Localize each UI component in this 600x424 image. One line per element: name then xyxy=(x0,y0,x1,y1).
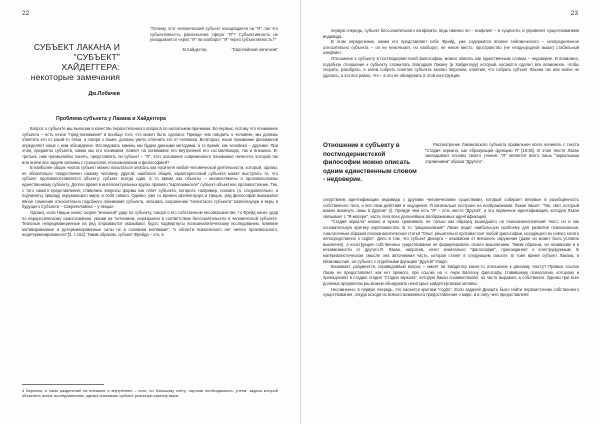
paragraph: Однако, если Ницше нанес скорее "внешний" удар по субъекту, говоря о его собственном несовершенстве, то Фрейд нанес удар по нарциссическому самосознанию, указав на толчением, неразрывно в соответствии бессознательного в человеческой субъекте. Тезисные непреднамеренные на ряд открываются оказывают, будто подвергнуты психоаналитическому исследованию, влияние мотивированные и детерминированные силы не в сознании мотивами", "к области психического нет ничего произвольного, недетерминированного"[3, с.152]. Таким образом, субъект Фрейда – это, в xyxy=(22,209,278,238)
paragraph: "Стадия зеркала" можно и нужно сравнивать не только как образец вышедшего на психоаналитический текст, но и как основательную критику картезианства. В то "рационализме" Лакан видит наибольшую проблему для развития психоанализа. Аналогичным образом психоаналитическая статья "Опыт, решительно противостоит любой философии, исходящего из нового когито непосредственно к cogito". Дело в том, что субъект Декарта – независим от внешнего окружения (даже он может быть условно выключен), а конструкция собственных существование не формулировать своего мышлением. Таким образом, он независим и в независимости от другого.Я. Лакан, напротив, хочет изначально "философия", присоединяет к конструируемым. В материалистическом смысле она автономная часть, которая станет в следующем смысле. В тоже время субъект Лакана, в Инакомыслие, он субъект, с подобными функцию "Другой" Imago. xyxy=(323,219,579,264)
text-beside-pull-quote xyxy=(425,142,579,194)
paragraph: В этом определении, каким его представляет себе Фрейд, уже содержится вполне сейсмического – неопределенное относительно субъекта – он не неисчезает, но наоборот, не некое место, пространство (не неоднородной выше) стабильный конфликт. xyxy=(323,39,579,56)
right-lower-text xyxy=(323,197,579,413)
right-page xyxy=(300,0,600,424)
paragraph: первую очередь, субъект бессознательного конфликта, ведь именно он – конфликт – в сущности, и управляет существованием индивида. xyxy=(323,28,579,39)
epigraph xyxy=(150,26,278,52)
footnote xyxy=(22,388,278,399)
page-number-left: 22 xyxy=(22,10,30,17)
paragraph: следствием идентификации индивида с другими человеческими существами, который собирает впервые в разобщённость собственного тела, и все свои действия и ощущения. Я изначально построен на воображаемом. Лакан пишет: "Так, свет, который можно выкинуть лишь в Другом" (I). Прежде чем есть "Я" – есть место "Другой", и это первичное идентификация, которую Лакан связывает с "Я-матери", часть тела всех дальнейших воображаемых идентификаций. xyxy=(323,197,579,219)
epigraph-source xyxy=(150,47,278,52)
paragraph: В наиболее общих чертах субъект можно попытаться описать как носителя любой человеческой деятельности, который, однако, не обязательно тождественен самому человеку. Другой, наиболее общий, характеристикой субъекта может выступить то, что субъект противопоставляется объекту; субъект всегда один, в то время как объекты – множественны и противоположны единственному субъекту. Долгое время в интеллектуальных кругах правило "картезианское" субъект-объектное противостояние. Так, с того самого представления, ставились вопросы формы как ответ субъекта, которого, например, познать (а, следовательно, и подчинить) природу окружающего мира, и себя самого. Однако, уже со времен Шопенгауэра и Ницше, ряд философов выказывал явное сомнение относительно подобного понимания субъекта, опасаясь сохранению "гигантского субъекта" Шопенгауэра и веры в будущего Субъекта – Сверхчеловека – у Ницше. xyxy=(22,165,278,210)
article-title-line-1: СУБЪЕКТ ЛАКАНА И xyxy=(33,42,120,52)
article-title-line-2: "СУБЪЕКТ" ХАЙДЕГГЕРА: xyxy=(61,52,120,72)
article-title-line-3: некоторые замечания xyxy=(30,72,120,82)
pull-quote: Отношение к субъекту в постмодернистской философии можно описать одним единственным словом - недоверие. xyxy=(323,142,417,184)
article-author: Дм.Лобачев xyxy=(88,91,120,97)
epigraph-source-author: М.Хайдеггер, xyxy=(182,46,208,52)
page-number-right: 23 xyxy=(570,10,578,17)
paragraph: Вопрос о субъекте мы выносим в качестве первостепенного вопроса по нескольким причинам. Во-первых, потому что понимание субъекта – есть некое "пред-понимание" и вообще того, что может быть сделано. Прежде чем говорить о человеке, мы должны отметить его от какой-то точки, а говоря о языке, должны уметь отличить его от человека. Во-вторых, наше понимание феноменов определяет наше с ним обхождение. Исследовать камень мы будем данными методами, а то время, как человека – другими. При этом, предметы субъекта, каким мы его понимаем, влияет на понимание его внутренней его составляющих, так и внешних. В-третьих, нам чрезвычайно понять, представлять ли субъект – "Я", этот основание современного понимания личности, которой так или иначе все задачи связаны с психологии, психоанализом и философией? xyxy=(22,126,278,165)
paragraph: Рассмотрение Лакановского субъекта правильнее всего начинать с текста "Стадия зеркала, как образующая функцию Я" [19:36]. В этом тексте Лакан закладывает основы своего учения. "Я" является всего лишь "зеркальным отражением" образа "Другого". xyxy=(425,142,579,164)
article-title-block xyxy=(20,42,120,97)
epigraph-source-title: "Европейский нигилизм" xyxy=(231,46,278,52)
paragraph: Возникает, разумеется, справедливый вопрос – имеет ли Хайдеггер какое-то отношение к данному тексту? Прямых ссылок Лакан не предоставляет, как нет прямого, при ссылке на ч. Анри Валлону философу, ставившему психологию, которому и принадлежит в стадию стадия "Стадия зеркала", которую Лакан позаимствовал, но часто выражал, а собственно. Однако при всех должных аргументах мы можем обнаружить некоторые хайдеггеровские мотивы. xyxy=(323,264,579,286)
paragraph: Несомненно, в первую очередь, это касается критики "cogito". Если задачей Декарта было найти первоисточник собственного существования, откуда исходя из всякого возможного предоставления о мире, и в силу чего предоставлена xyxy=(323,286,579,298)
paragraph: Отношение к субъекту в постмодернистской философии, можно описать как единственным словом – недоверие. И возможно, подобное отношение к субъекту сложилось благодаря Лакану (и Хайдеггеру) который, касаются сделал все возможное, чтобы спорить, разобрать, а затем собрать понятие субъекта заново. Впрочем, отметим, что собрать субъект Лакана так или иначе не удалось, а это все равно, что – а это не обнаружить в этой конструкции. xyxy=(323,55,579,78)
section-heading: Проблема субъекта у Лакана и Хайдеггера xyxy=(56,116,166,122)
footnote-divider xyxy=(22,384,104,385)
footnote-text: 4 Впрочем, и само разделение на внешнее и внутреннее – есть, по большому счету, научная необходимость: учтем, задача которой объяснить жизнь исследователям, однако описывать субъект реальную картину мира. xyxy=(22,388,278,399)
left-body-text xyxy=(22,126,278,373)
epigraph-quote: "Почему этот человеческий субъект находящиеся на "Я", так что субъективность равнозначна сфере "Я"? Субъективность не укладывается через "Я" ли изоборот "Я" через субъективность?" xyxy=(150,26,278,42)
right-top-text xyxy=(323,28,579,138)
